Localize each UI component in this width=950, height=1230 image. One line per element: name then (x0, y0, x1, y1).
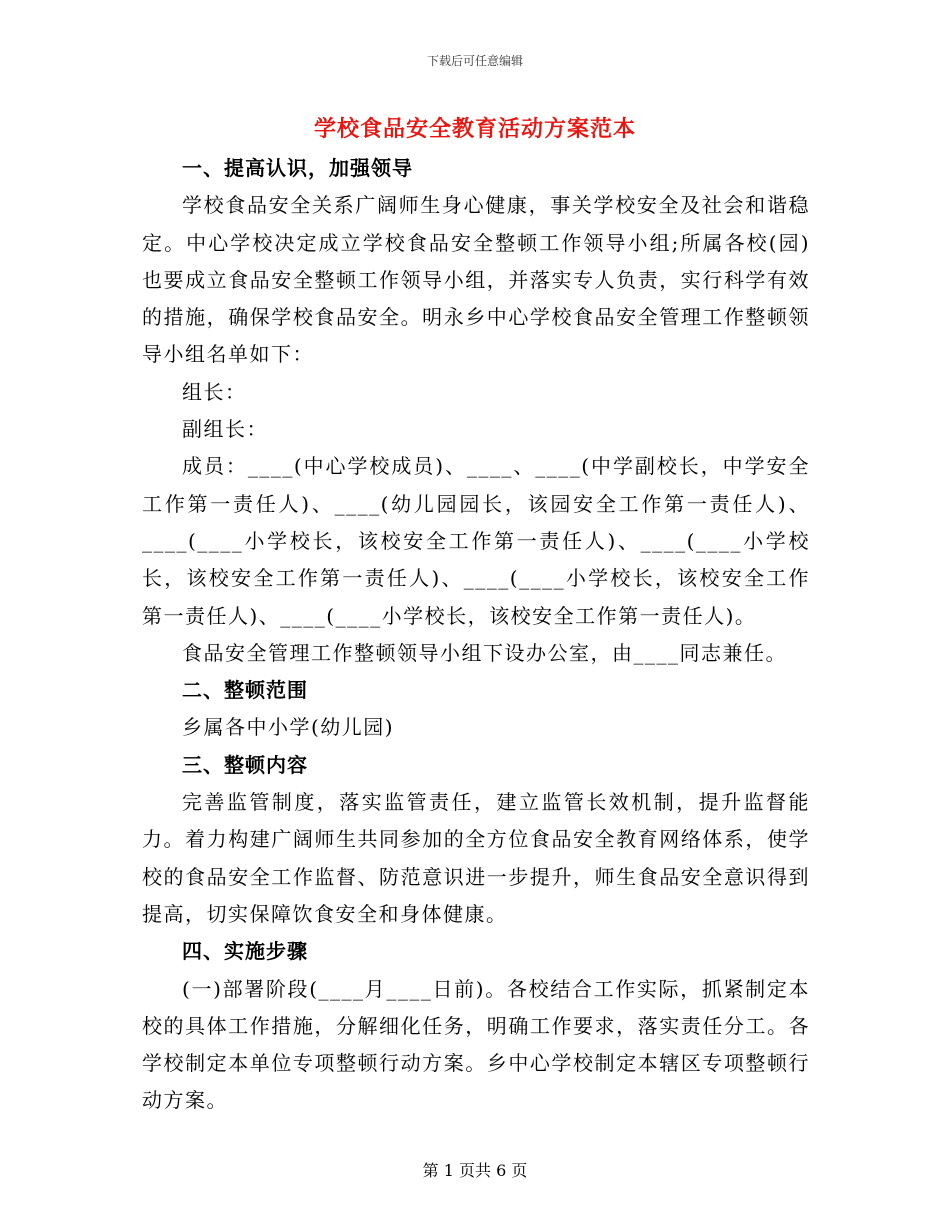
paragraph: 乡属各中小学(幼儿园) (182, 715, 395, 740)
paragraph-leader: 组长： (182, 379, 247, 404)
paragraph: 学校食品安全关系广阔师生身心健康，事关学校安全及社会和谐稳定。中心学校决定成立学校食品安全整顿工作领导小组;所属各校(园)也要成立食品安全整顿工作领导小组，并落实专人负责，实行科学有效的措施，确保学校食品安全。明永乡中心学校食品安全管理工作整顿领导小组名单如下： (142, 193, 810, 367)
paragraph-members: 成员：____(中心学校成员)、____、____(中学副校长，中学安全工作第一责任人)、____(幼儿园园长，该园安全工作第一责任人)、____(____小学校长，该校安全工作第一责任人)、____(____小学校长，该校安全工作第一责任人)、____(____小学校长，该校安全工作第一责任人)、____(____小学校长，该校安全工作第一责任人)。 (142, 454, 810, 628)
document-body (142, 150, 810, 1120)
section-heading: 三、整顿内容 (182, 752, 308, 777)
section-heading: 一、提高认识，加强领导 (182, 156, 413, 180)
page-header: 下载后可任意编辑 (426, 54, 523, 68)
section-heading: 二、整顿范围 (182, 678, 308, 703)
paragraph-deputy-leader: 副组长： (182, 417, 268, 442)
paragraph: 食品安全管理工作整顿领导小组下设办公室，由____同志兼任。 (182, 640, 787, 665)
document-title: 学校食品安全教育活动方案范本 (313, 116, 636, 142)
paragraph: 完善监管制度，落实监管责任，建立监管长效机制，提升监督能力。着力构建广阔师生共同参加的全方位食品安全教育网络体系，使学校的食品安全工作监督、防范意识进一步提升，师生食品安全意识得到提高，切实保障饮食安全和身体健康。 (142, 790, 810, 926)
paragraph: (一)部署阶段(____月____日前)。各校结合工作实际，抓紧制定本校的具体工作措施，分解细化任务，明确工作要求，落实责任分工。各学校制定本单位专项整顿行动方案。乡中心学校制定本辖区专项整顿行动方案。 (142, 976, 810, 1113)
section-heading: 四、实施步骤 (182, 939, 308, 964)
page-footer: 第 1 页共 6 页 (422, 1161, 528, 1180)
